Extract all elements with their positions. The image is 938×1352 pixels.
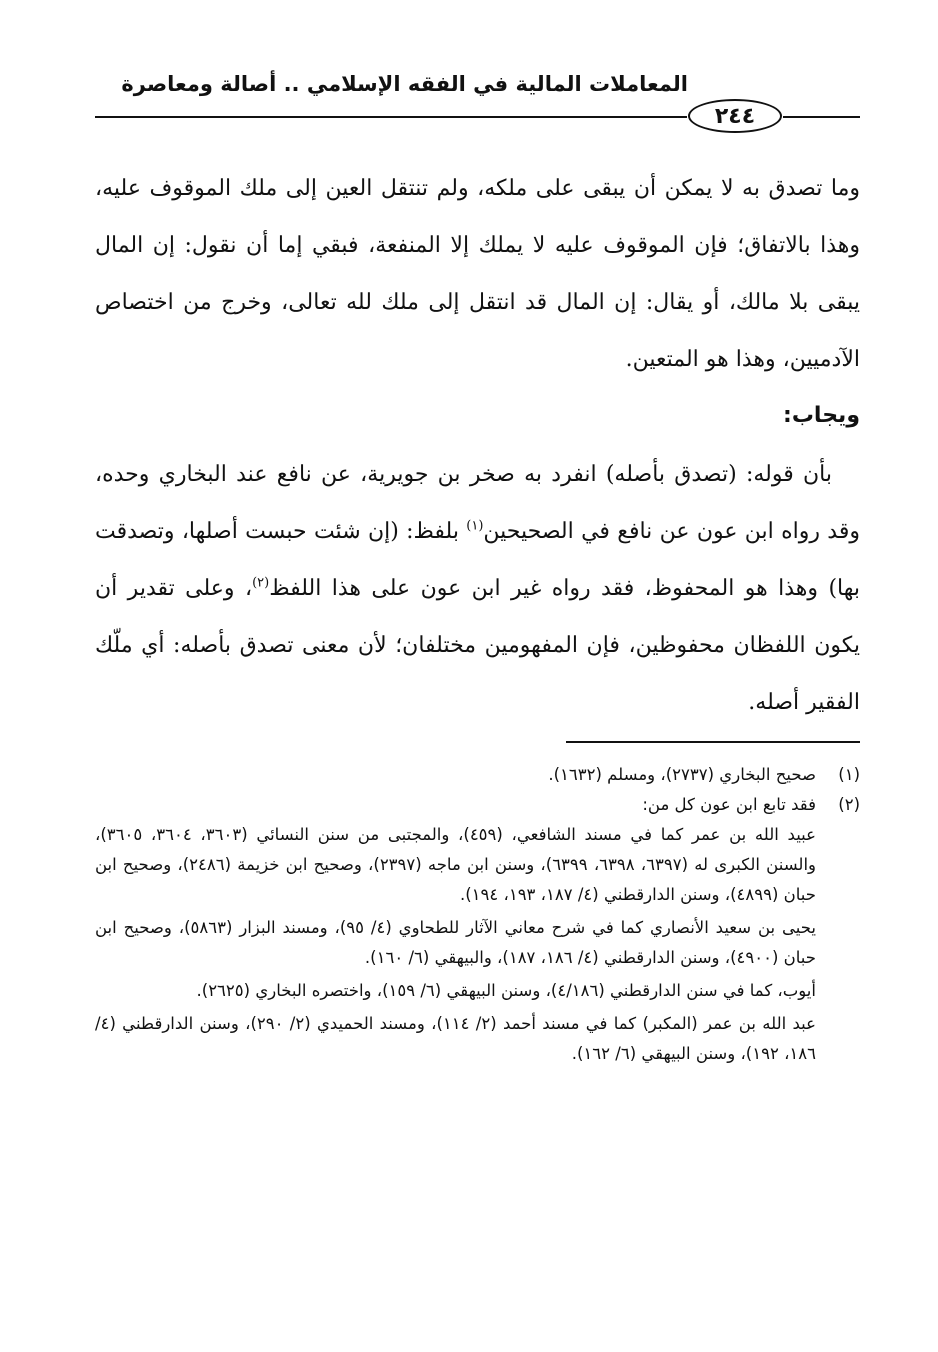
paragraph-segment: ، وعلى تقدير أن يكون اللفظان محفوظين، فإن المفهومين مختلفان؛ لأن معنى تصدق بأصله: أي ملّك الفقير أصله. (95, 576, 860, 715)
footnote-item: يحيى بن سعيد الأنصاري كما في شرح معاني الآثار للطحاوي (٤/ ٩٥)، ومسند البزار (٥٨٦٣)، وصحيح ابن حبان (٤٩٠٠)، وسنن الدارقطني (٤/ ١٨٦، ١٨٧)، والبيهقي (٦/ ١٦٠). (95, 918, 816, 967)
footnote (95, 790, 860, 820)
header-rule (95, 116, 687, 118)
footnote-separator (566, 741, 860, 743)
section-heading: ويجاب: (783, 403, 860, 428)
footnote-item: عبيد الله بن عمر كما في مسند الشافعي، (٤٥٩)، والمجتبى من سنن النسائي (٣٦٠٣، ٣٦٠٤، ٣٦٠٥)، والسنن الكبرى له (٦٣٩٧، ٦٣٩٨، ٦٣٩٩)، وسنن ابن ماجه (٢٣٩٧)، وصحيح ابن خزيمة (٢٤٨٦)، وصحيح ابن حبان (٤٨٩٩)، وسنن الدارقطني (٤/ ١٨٧، ١٩٣، ١٩٤). (95, 825, 816, 904)
header-rule-right (783, 116, 860, 118)
main-text (95, 160, 860, 731)
footnote-number: (١) (838, 765, 860, 784)
footnote-text: فقد تابع ابن عون كل من: (642, 795, 816, 814)
footnote-number: (٢) (838, 795, 860, 814)
footnote-text: صحيح البخاري (٢٧٣٧)، ومسلم (١٦٣٢). (548, 765, 816, 784)
footnote-item: عبد الله بن عمر (المكبر) كما في مسند أحمد (٢/ ١١٤)، ومسند الحميدي (٢/ ٢٩٠)، وسنن الدارقطني (٤/ ١٨٦، ١٩٢)، وسنن البيهقي (٦/ ١٦٢). (95, 1014, 816, 1063)
page-number: ٢٤٤ (688, 99, 782, 133)
paragraph: وما تصدق به لا يمكن أن يبقى على ملكه، ولم تنتقل العين إلى ملك الموقوف عليه، وهذا بالاتفاق؛ فإن الموقوف عليه لا يملك إلا المنفعة، فبقي إما أن نقول: إن المال يبقى بلا مالك، أو يقال: إن المال قد انتقل إلى ملك لله تعالى، وخرج من اختصاص الآدميين، وهذا هو المتعين. (95, 176, 860, 372)
paragraph (95, 446, 860, 731)
paragraph-segment: بأن قوله: (تصدق بأصله) انفرد به صخر بن جويرية، عن نافع عند البخاري وحده، وقد رواه ابن عون عن نافع في الصحيحين (95, 462, 860, 544)
footnotes (95, 760, 860, 1072)
footnote-item: أيوب، كما في سنن الدارقطني (٤/١٨٦)، وسنن البيهقي (٦/ ١٥٩)، واختصره البخاري (٢٦٢٥). (196, 981, 816, 1000)
running-title: المعاملات المالية في الفقه الإسلامي .. أصالة ومعاصرة (121, 72, 688, 96)
paragraph-segment: بلفظ: (إن شئت حبست أصلها، وتصدقت بها) وهذا هو المحفوظ، فقد رواه غير ابن عون على هذا اللفظ (95, 519, 860, 601)
footnote-ref: (١) (466, 518, 484, 534)
footnote (95, 760, 860, 790)
footnote-ref: (٢) (252, 575, 270, 591)
